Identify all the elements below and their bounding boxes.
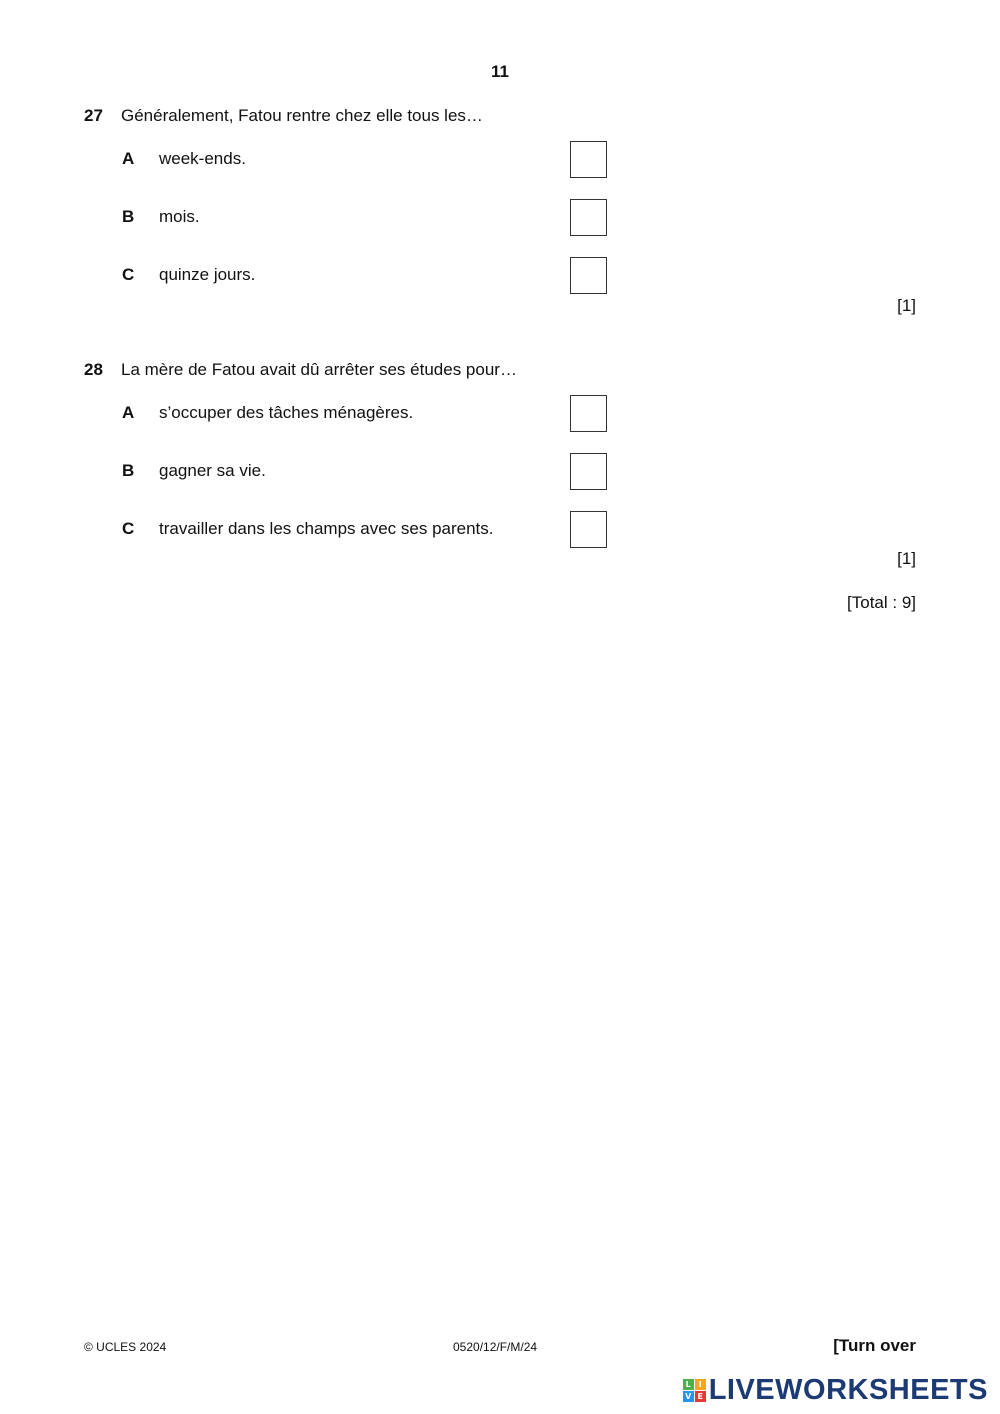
logo-letter: I: [695, 1379, 706, 1390]
turn-over: [Turn over: [833, 1336, 916, 1355]
paper-code: 0520/12/F/M/24: [453, 1340, 538, 1354]
logo-letter: L: [683, 1379, 694, 1390]
option-text: mois.: [159, 207, 200, 226]
option-text: travailler dans les champs avec ses parents.: [159, 519, 494, 538]
option-text: week-ends.: [159, 149, 246, 168]
option-28-b: [0, 453, 1000, 493]
copyright: © UCLES 2024: [84, 1340, 167, 1354]
option-letter: B: [122, 461, 135, 480]
option-28-a: [0, 395, 1000, 435]
option-27-c: [0, 257, 1000, 297]
marks-27: [1]: [897, 296, 916, 315]
option-letter: A: [122, 403, 135, 422]
option-letter: B: [122, 207, 135, 226]
option-text: gagner sa vie.: [159, 461, 266, 480]
question-text: Généralement, Fatou rentre chez elle tous les…: [121, 106, 483, 125]
option-28-c: [0, 511, 1000, 551]
option-27-a: [0, 141, 1000, 181]
answer-checkbox-28-a[interactable]: [570, 395, 607, 432]
brand-name: LIVEWORKSHEETS: [708, 1373, 988, 1406]
answer-checkbox-27-c[interactable]: [570, 257, 607, 294]
logo-letter: V: [683, 1391, 694, 1402]
answer-checkbox-27-a[interactable]: [570, 141, 607, 178]
liveworksheets-logo[interactable]: [683, 1373, 988, 1407]
option-text: quinze jours.: [159, 265, 256, 284]
option-text: s’occuper des tâches ménagères.: [159, 403, 414, 422]
option-27-b: [0, 199, 1000, 239]
question-text: La mère de Fatou avait dû arrêter ses études pour…: [121, 360, 517, 379]
option-letter: A: [122, 149, 135, 168]
answer-checkbox-27-b[interactable]: [570, 199, 607, 236]
page-number: 11: [491, 62, 509, 81]
option-letter: C: [122, 519, 135, 538]
question-number: 28: [84, 360, 103, 379]
logo-letter: E: [695, 1391, 706, 1402]
question-number: 27: [84, 106, 103, 125]
liveworksheets-icon: [683, 1379, 706, 1402]
answer-checkbox-28-c[interactable]: [570, 511, 607, 548]
total-marks: [Total : 9]: [847, 593, 916, 612]
marks-28: [1]: [897, 549, 916, 568]
answer-checkbox-28-b[interactable]: [570, 453, 607, 490]
option-letter: C: [122, 265, 135, 284]
